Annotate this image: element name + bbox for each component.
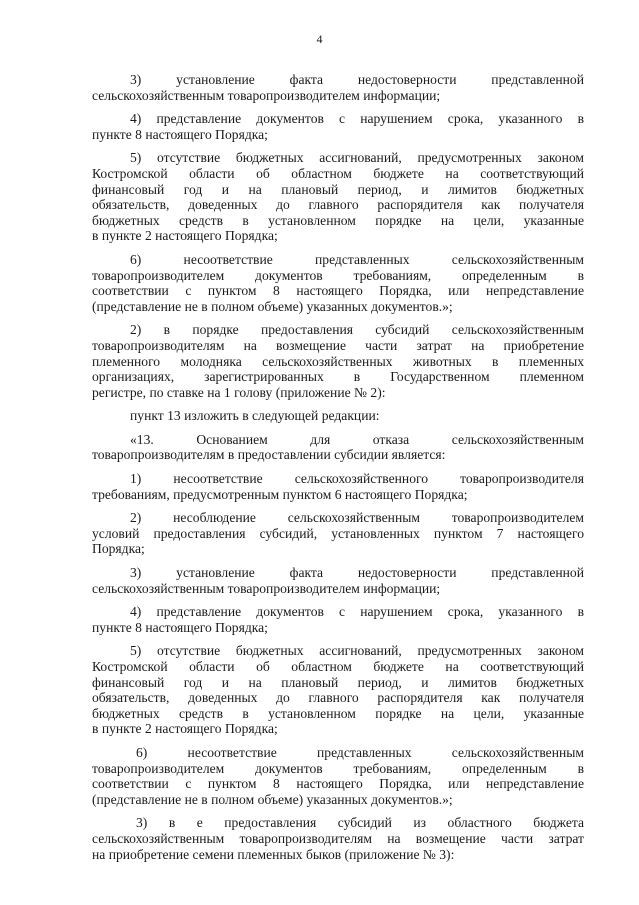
paragraph-line: 3) в е предоставления субсидий из областного бюджета (136, 815, 584, 831)
document-body (92, 72, 584, 870)
paragraph-line: требованиям, предусмотренным пунктом 6 настоящего Порядка; (92, 486, 468, 502)
paragraph-line: товаропроизводителям в предоставлении субсидии является: (92, 447, 446, 463)
paragraph-line: 1) несоответствие сельскохозяйственного товаропроизводителя (130, 471, 584, 487)
paragraph (92, 643, 584, 737)
paragraph-line: сельскохозяйственным товаропроизводителем информации; (92, 580, 441, 596)
paragraph-line: (представление не в полном объеме) указанных документов.»; (92, 298, 453, 314)
paragraph (92, 471, 584, 502)
paragraph-line: 3) установление факта недостоверности представленной (130, 565, 584, 581)
paragraph-line: в пункте 2 настоящего Порядка; (92, 721, 278, 737)
paragraph-line: финансовый год и на плановый период, и лимитов бюджетных (92, 674, 584, 690)
paragraph-line: Порядка; (92, 541, 145, 557)
paragraph (92, 111, 584, 142)
paragraph-line: на приобретение семени племенных быков (приложение № 3): (92, 846, 455, 862)
paragraph (92, 815, 584, 862)
paragraph-line: товаропроизводителем документов требованиям, определенным в (92, 760, 584, 776)
paragraph-line: бюджетных средств в установленном порядке на цели, указанные (92, 212, 584, 228)
paragraph-line: сельскохозяйственным товаропроизводителям на возмещение части затрат (92, 830, 584, 846)
paragraph-line: товаропроизводителем документов требованиям, определенным в (92, 267, 584, 283)
paragraph (92, 510, 584, 557)
paragraph-line: пункте 8 настоящего Порядка; (92, 619, 268, 635)
paragraph-line: регистре, по ставке на 1 голову (приложение № 2): (92, 384, 386, 400)
paragraph (92, 150, 584, 244)
paragraph-line: 5) отсутствие бюджетных ассигнований, предусмотренных законом (130, 150, 584, 166)
paragraph-line: бюджетных средств в установленном порядке на цели, указанные (92, 705, 584, 721)
paragraph-line: Костромской области об областном бюджете на соответствующий (92, 165, 584, 181)
paragraph-line: пункте 8 настоящего Порядка; (92, 126, 268, 142)
paragraph-line: сельскохозяйственным товаропроизводителем информации; (92, 87, 441, 103)
paragraph-line: 4) представление документов с нарушением срока, указанного в (130, 111, 584, 127)
paragraph-line: 6) несоответствие представленных сельскохозяйственным (136, 744, 584, 760)
paragraph (92, 432, 584, 463)
paragraph-line: пункт 13 изложить в следующей редакции: (130, 408, 380, 424)
paragraph-line: условий предоставления субсидий, установленных пунктом 7 настоящего (92, 525, 584, 541)
paragraph (92, 745, 584, 807)
paragraph (92, 408, 584, 424)
paragraph (92, 604, 584, 635)
paragraph-line: соответствии с пунктом 8 настоящего Порядка, или непредставление (92, 776, 584, 792)
paragraph-line: 3) установление факта недостоверности представленной (130, 72, 584, 87)
paragraph-line: 5) отсутствие бюджетных ассигнований, предусмотренных законом (130, 643, 584, 659)
paragraph-line: соответствии с пунктом 8 настоящего Порядка, или непредставление (92, 283, 584, 299)
paragraph-line: обязательств, доведенных до главного распорядителя как получателя (92, 197, 584, 213)
paragraph-line: Костромской области об областном бюджете на соответствующий (92, 659, 584, 674)
paragraph (92, 252, 584, 314)
paragraph-line: племенного молодняка сельскохозяйственных животных в племенных (92, 353, 584, 369)
paragraph-line: (представление не в полном объеме) указанных документов.»; (92, 791, 453, 807)
paragraph-line: обязательств, доведенных до главного распорядителя как получателя (92, 690, 584, 706)
paragraph-line: в пункте 2 настоящего Порядка; (92, 228, 278, 244)
paragraph-line: организациях, зарегистрированных в Государственном племенном (92, 369, 584, 385)
paragraph (92, 72, 584, 103)
paragraph-line: «13. Основанием для отказа сельскохозяйственным (130, 431, 584, 447)
paragraph-line: 2) в порядке предоставления субсидий сельскохозяйственным (130, 322, 584, 338)
paragraph-line: 6) несоответствие представленных сельскохозяйственным (130, 251, 584, 267)
paragraph (92, 322, 584, 400)
paragraph (92, 565, 584, 596)
paragraph-line: 2) несоблюдение сельскохозяйственным товаропроизводителем (130, 510, 584, 526)
paragraph-line: 4) представление документов с нарушением срока, указанного в (130, 604, 584, 620)
page-number: 4 (316, 32, 323, 46)
paragraph-line: товаропроизводителям на возмещение части затрат на приобретение (92, 337, 584, 353)
paragraph-line: финансовый год и на плановый период, и лимитов бюджетных (92, 181, 584, 197)
